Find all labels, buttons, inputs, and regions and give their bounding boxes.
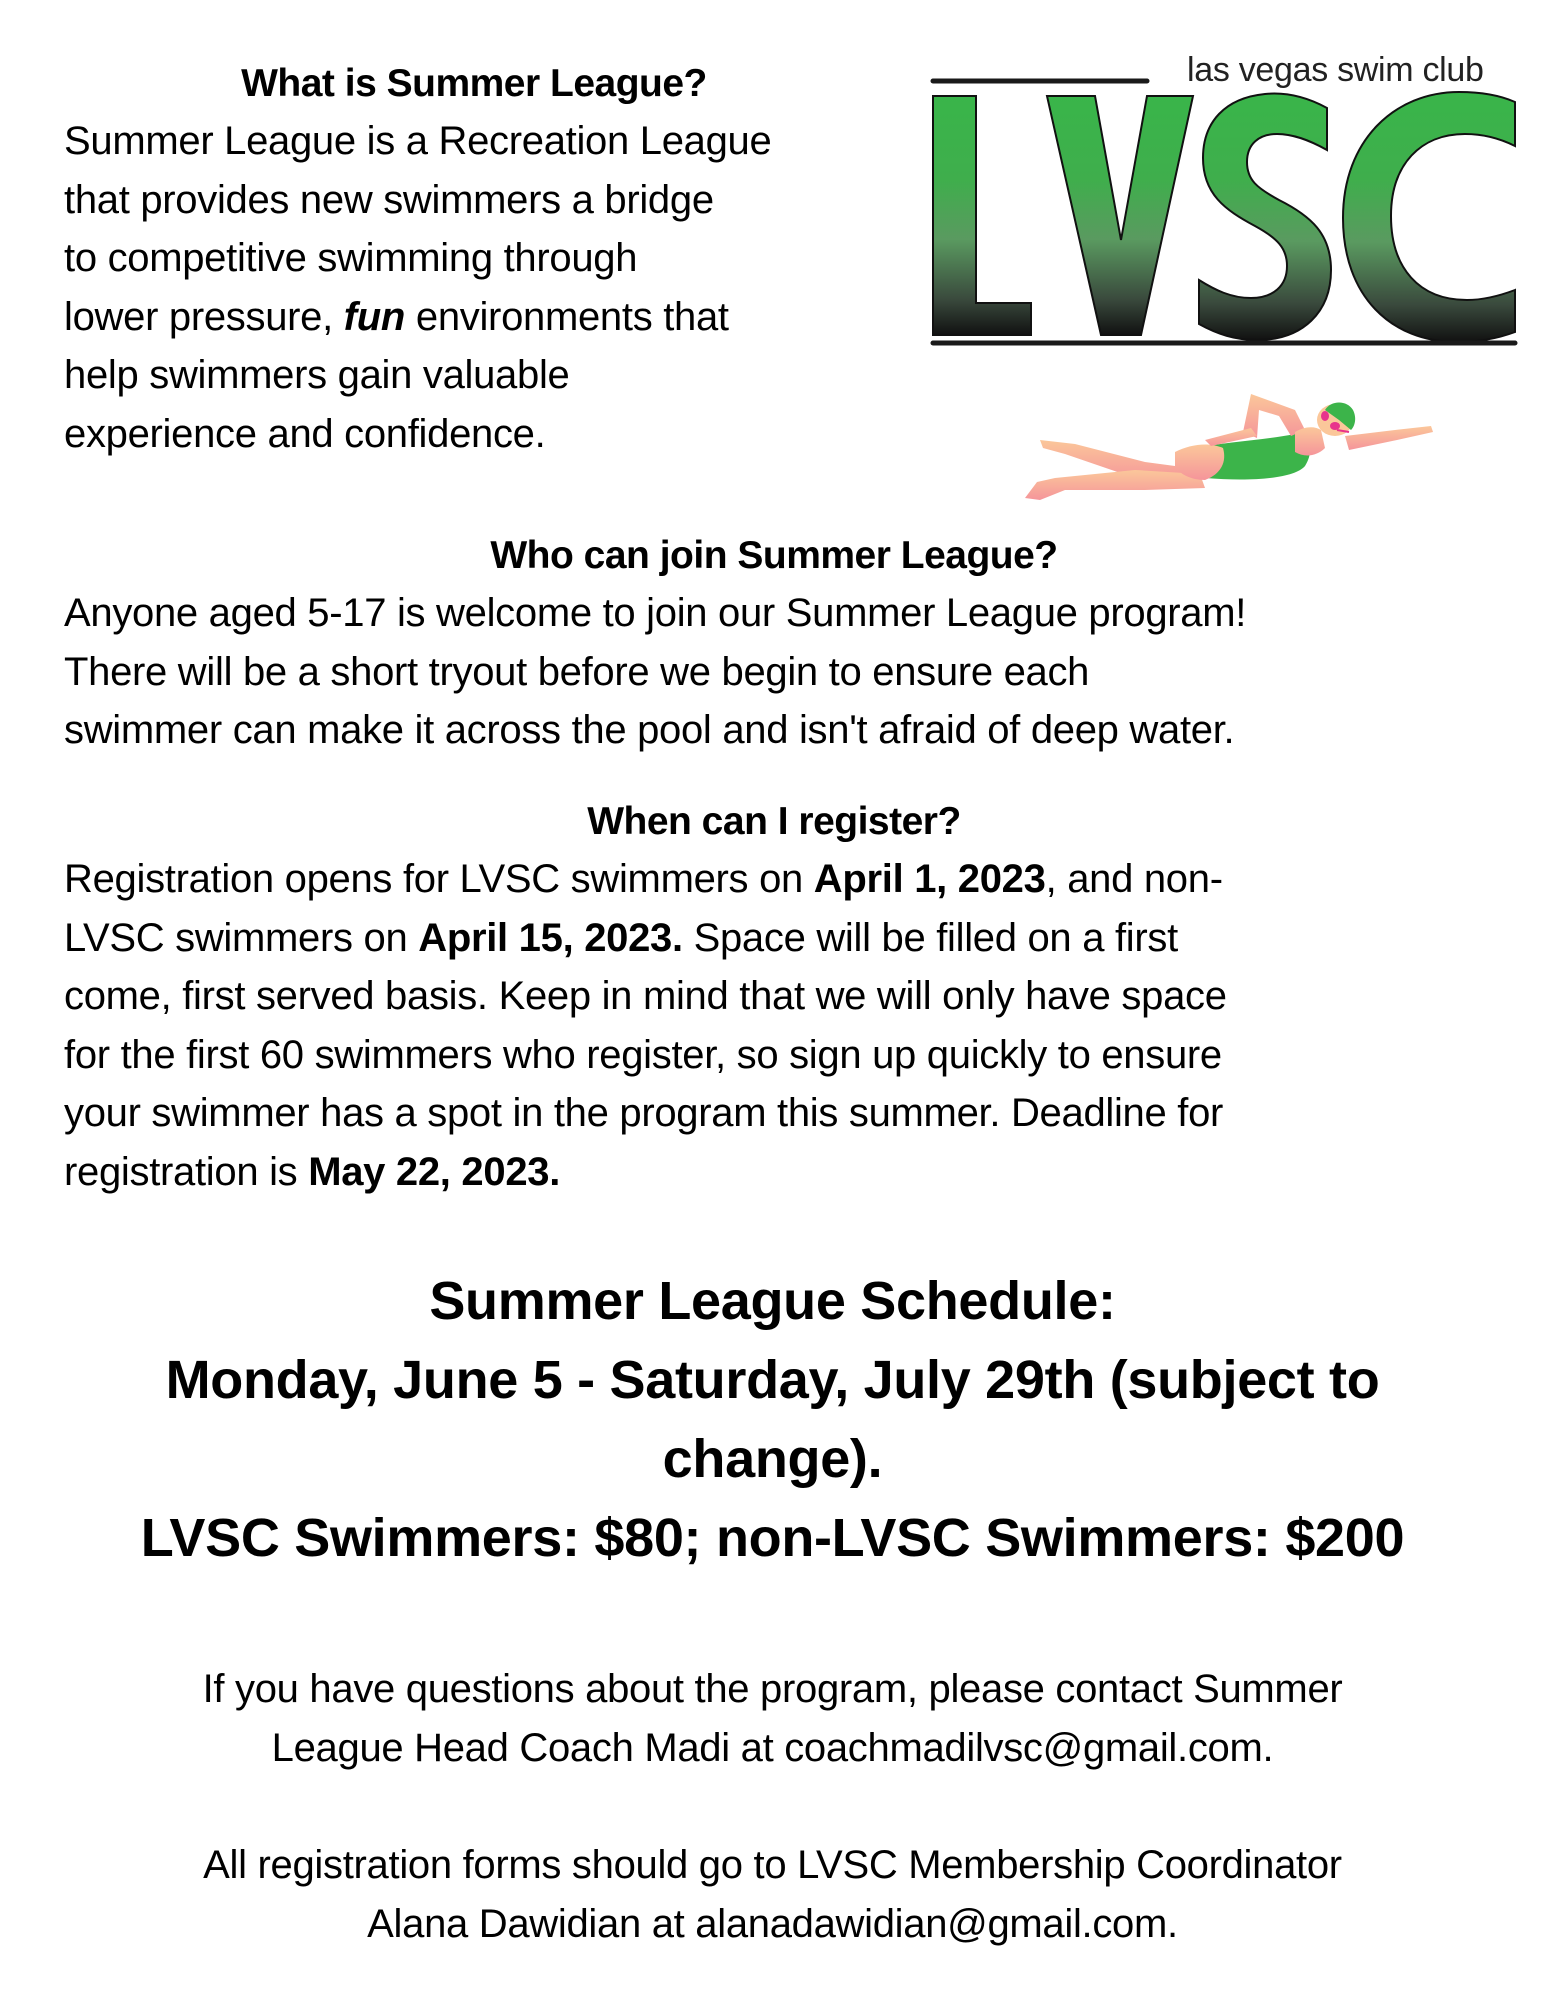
who-line: swimmer can make it across the pool and isn't afraid of deep water. [64,708,1235,752]
intro-line [64,288,884,347]
when-line: come, first served basis. Keep in mind that we will only have space [64,974,1227,1018]
intro-line: Summer League is a Recreation League [64,119,772,163]
who-heading: Who can join Summer League? [490,534,1058,577]
non-lvsc-open-date: April 15, 2023. [418,915,683,960]
intro-section [64,56,884,463]
who-line: Anyone aged 5-17 is welcome to join our Summer League program! [64,591,1247,635]
intro-line: help swimmers gain valuable [64,353,570,397]
when-body [64,850,1484,1201]
coach-contact [40,1660,1505,1777]
forms-contact-line: Alana Dawidian at alanadawidian@gmail.com. [367,1901,1178,1946]
intro-body [64,112,884,463]
when-line: your swimmer has a spot in the program this summer. Deadline for [64,1091,1224,1135]
registration-deadline: May 22, 2023. [308,1149,561,1194]
lvsc-logo-graphic [925,50,1520,350]
swimmer-illustration [995,370,1435,500]
intro-text: environments that [405,294,729,339]
intro-line: that provides new swimmers a bridge [64,177,714,222]
coach-contact-line: If you have questions about the program, please contact Summer [202,1667,1343,1711]
when-line: for the first 60 swimmers who register, so sign up quickly to ensure [64,1032,1222,1077]
forms-contact [40,1836,1505,1953]
when-text: registration is [64,1149,309,1194]
schedule-dates: Monday, June 5 - Saturday, July 29th (subject to [165,1350,1380,1410]
when-text: Registration opens for LVSC swimmers on [64,857,814,901]
intro-heading: What is Summer League? [241,62,707,105]
when-text: LVSC swimmers on [64,915,419,960]
when-line [64,1143,1484,1202]
schedule-title: Summer League Schedule: [429,1271,1116,1331]
intro-line: experience and confidence. [64,411,546,456]
when-line [64,850,1484,909]
who-line: There will be a short tryout before we begin to ensure each [64,649,1090,694]
when-heading: When can I register? [587,800,961,843]
coach-contact-line: League Head Coach Madi at coachmadilvsc@gmail.com. [271,1725,1274,1770]
logo-tagline: las vegas swim club [1187,51,1484,89]
when-text: , and non- [1045,857,1223,901]
intro-line: to competitive swimming through [64,236,638,280]
swimmer-icon [995,370,1435,500]
when-line [64,909,1484,968]
pricing: LVSC Swimmers: $80; non-LVSC Swimmers: $200 [140,1508,1405,1568]
schedule-dates-cont: change). [662,1429,883,1489]
who-can-join-section [64,528,1484,760]
schedule-section [40,1262,1505,1578]
registration-section [64,794,1484,1201]
fun-emphasis: fun [343,294,406,339]
lvsc-logo [925,50,1520,350]
intro-text: lower pressure, [64,294,344,339]
lvsc-open-date: April 1, 2023 [813,857,1046,901]
when-text: Space will be filled on a first [682,915,1178,960]
who-body [64,584,1484,760]
forms-contact-line: All registration forms should go to LVSC Membership Coordinator [203,1843,1342,1887]
